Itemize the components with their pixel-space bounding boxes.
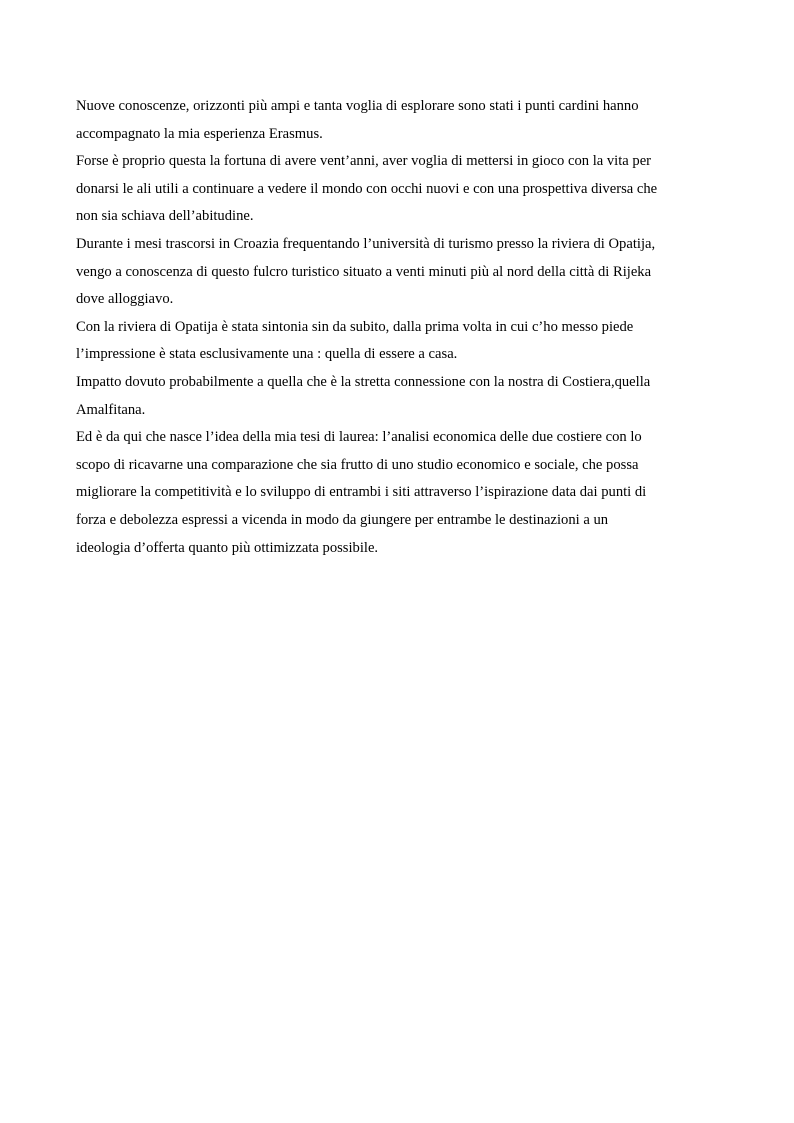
text-line: Con la riviera di Opatija è stata sintonia sin da subito, dalla prima volta in cui c’ho messo piede <box>76 318 634 335</box>
text-line: Amalfitana. <box>76 401 146 418</box>
text-line: vengo a conoscenza di questo fulcro turistico situato a venti minuti più al nord della città di Rijeka <box>76 263 652 280</box>
paragraph-5 <box>76 369 718 424</box>
paragraph-3 <box>76 231 718 314</box>
paragraph-6 <box>76 424 718 562</box>
text-line: migliorare la competitività e lo sviluppo di entrambi i siti attraverso l’ispirazione data dai punti di <box>76 484 647 501</box>
text-line: Durante i mesi trascorsi in Croazia frequentando l’università di turismo presso la riviera di Opatija, <box>76 235 656 252</box>
paragraph-2 <box>76 148 718 231</box>
text-line: Forse è proprio questa la fortuna di avere vent’anni, aver voglia di mettersi in gioco con la vita per <box>76 153 652 170</box>
text-line: l’impressione è stata esclusivamente una : quella di essere a casa. <box>76 346 458 363</box>
text-line: Impatto dovuto probabilmente a quella che è la stretta connessione con la nostra di Costiera,quella <box>76 373 651 390</box>
text-line: dove alloggiavo. <box>76 291 174 308</box>
text-line: donarsi le ali utili a continuare a vedere il mondo con occhi nuovi e con una prospettiva diversa che <box>76 180 658 197</box>
text-line: Nuove conoscenze, orizzonti più ampi e tanta voglia di esplorare sono stati i punti cardini hanno <box>76 98 639 114</box>
text-line: Ed è da qui che nasce l’idea della mia tesi di laurea: l’analisi economica delle due costiere con lo <box>76 429 642 446</box>
paragraph-1 <box>76 93 718 148</box>
text-line: accompagnato la mia esperienza Erasmus. <box>76 125 323 142</box>
text-line: non sia schiava dell’abitudine. <box>76 208 254 225</box>
text-line: scopo di ricavarne una comparazione che sia frutto di uno studio economico e sociale, che possa <box>76 456 639 473</box>
paragraph-4 <box>76 314 718 369</box>
body-text <box>76 93 718 562</box>
text-line: ideologia d’offerta quanto più ottimizzata possibile. <box>76 539 379 556</box>
text-line: forza e debolezza espressi a vicenda in modo da giungere per entrambe le destinazioni a un <box>76 511 609 528</box>
